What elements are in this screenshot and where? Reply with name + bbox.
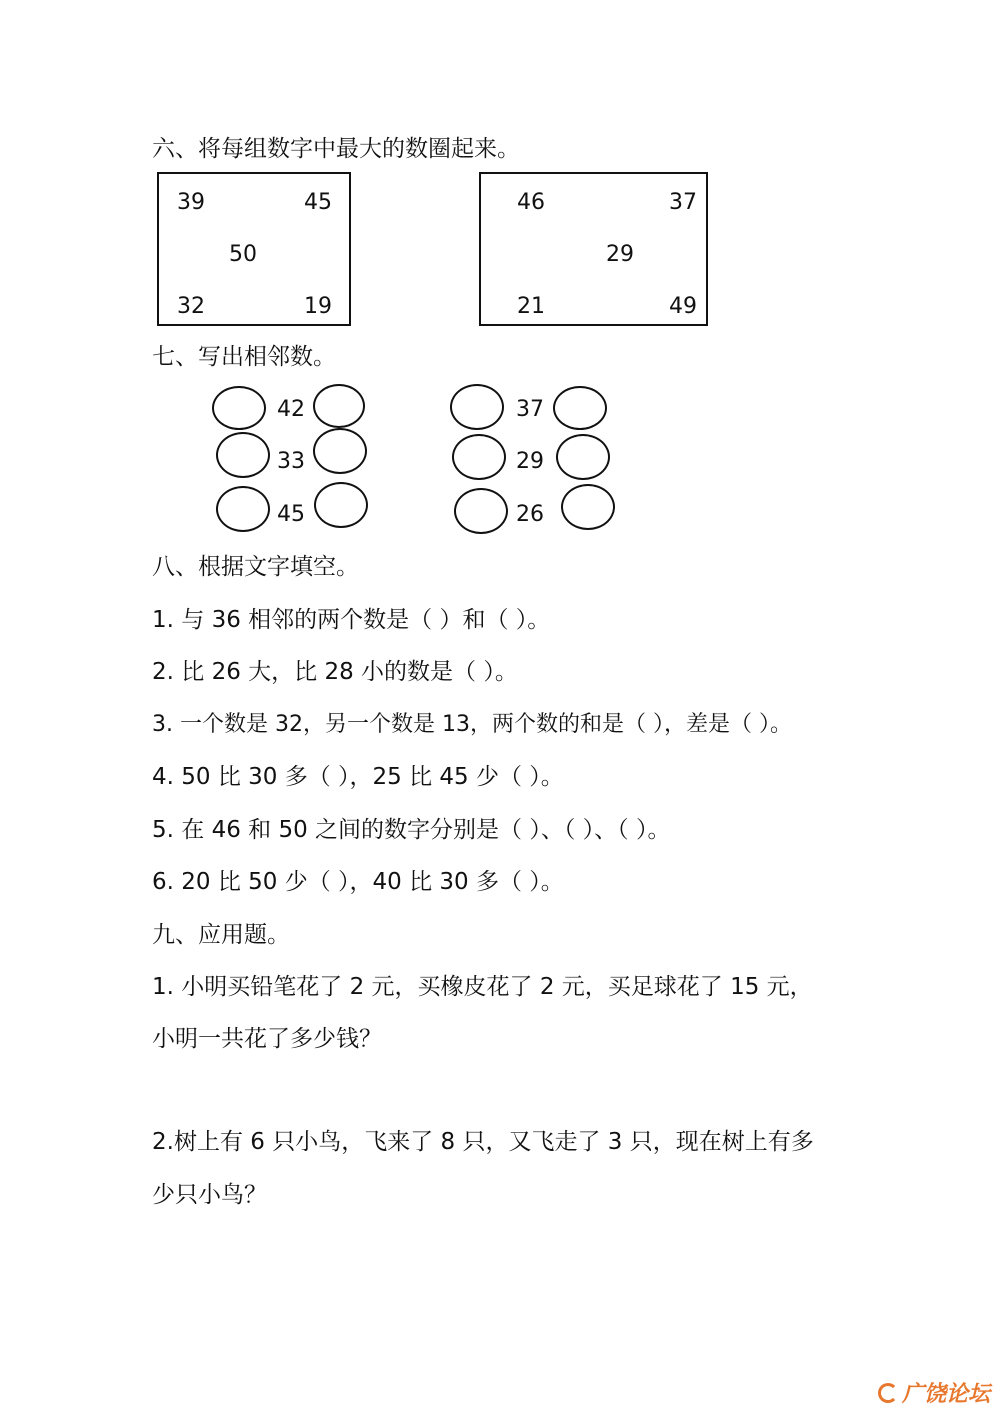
box2-top-right: 37 (669, 190, 697, 215)
fill-item-6: 6. 20 比 50 少（ ），40 比 30 多（ ）。 (152, 869, 564, 895)
box2-center: 29 (606, 242, 634, 267)
section-7-heading: 七、写出相邻数。 (152, 344, 336, 370)
answer-oval[interactable] (561, 484, 615, 530)
logo-icon (878, 1383, 898, 1403)
box1-bottom-left: 32 (177, 294, 205, 319)
answer-oval[interactable] (452, 434, 506, 480)
answer-oval[interactable] (314, 482, 368, 528)
answer-oval[interactable] (556, 434, 610, 480)
box2-bottom-left: 21 (517, 294, 545, 319)
fill-item-4: 4. 50 比 30 多（ ），25 比 45 少（ ）。 (152, 764, 564, 790)
number-box-2 (479, 172, 708, 326)
answer-oval[interactable] (216, 432, 270, 478)
box1-top-right: 45 (304, 190, 332, 215)
fill-item-3: 3. 一个数是 32，另一个数是 13，两个数的和是（ ），差是（ ）。 (152, 712, 792, 737)
neighbor-number: 37 (516, 397, 544, 422)
box1-center: 50 (229, 242, 257, 267)
section-9-heading: 九、应用题。 (152, 922, 290, 948)
answer-oval[interactable] (216, 486, 270, 532)
answer-oval[interactable] (212, 386, 266, 430)
word-problem-2-line-2: 少只小鸟？ (152, 1182, 267, 1208)
number-box-1 (157, 172, 351, 326)
fill-item-2: 2. 比 26 大，比 28 小的数是（ ）。 (152, 659, 518, 685)
word-problem-2-line-1: 2.树上有 6 只小鸟，飞来了 8 只，又飞走了 3 只，现在树上有多 (152, 1129, 814, 1155)
answer-oval[interactable] (313, 428, 367, 474)
answer-oval[interactable] (450, 384, 504, 430)
neighbor-number: 42 (277, 397, 305, 422)
fill-item-5: 5. 在 46 和 50 之间的数字分别是（ ）、（ ）、（ ）。 (152, 817, 671, 843)
fill-item-1: 1. 与 36 相邻的两个数是（ ）和（ ）。 (152, 607, 551, 633)
answer-oval[interactable] (553, 386, 607, 430)
neighbor-number: 33 (277, 449, 305, 474)
watermark-logo (878, 1377, 990, 1408)
box2-top-left: 46 (517, 190, 545, 215)
answer-oval[interactable] (313, 384, 365, 428)
box1-top-left: 39 (177, 190, 205, 215)
box1-bottom-right: 19 (304, 294, 332, 319)
watermark-text: 广饶论坛 (901, 1382, 990, 1407)
answer-oval[interactable] (454, 488, 508, 534)
word-problem-1-line-2: 小明一共花了多少钱？ (152, 1026, 382, 1052)
section-6-heading: 六、将每组数字中最大的数圈起来。 (152, 136, 520, 162)
word-problem-1-line-1: 1. 小明买铅笔花了 2 元，买橡皮花了 2 元，买足球花了 15 元， (152, 974, 813, 1000)
neighbor-number: 45 (277, 502, 305, 527)
neighbor-number: 26 (516, 502, 544, 527)
section-8-heading: 八、根据文字填空。 (152, 554, 359, 580)
box2-bottom-right: 49 (669, 294, 697, 319)
neighbor-number: 29 (516, 449, 544, 474)
